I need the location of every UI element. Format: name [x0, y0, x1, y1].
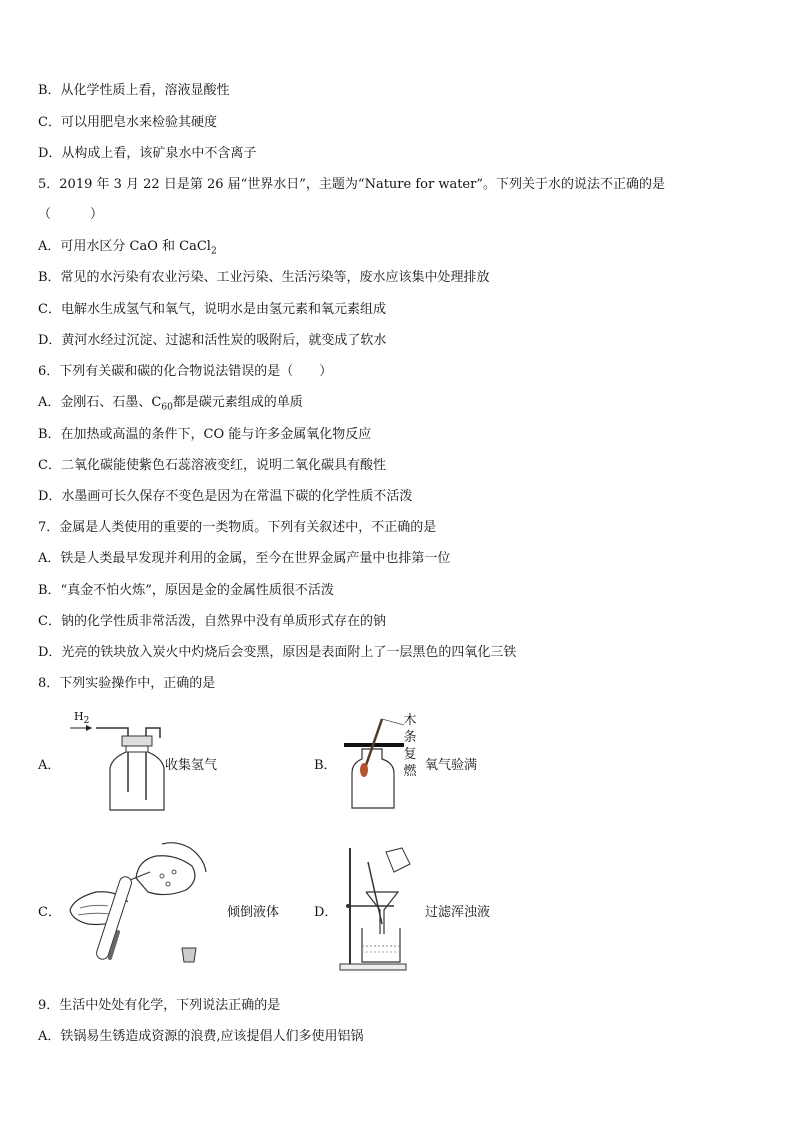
q6-option-d: D．水墨画可长久保存不变色是因为在常温下碳的化学性质不活泼: [38, 489, 413, 504]
q8-option-b-letter: B．: [314, 758, 337, 773]
q9-option-a: A．铁锅易生锈造成资源的浪费,应该提倡人们多使用铝锅: [38, 1029, 364, 1044]
q8-option-b-caption: 氧气验满: [425, 758, 478, 773]
pouring-liquid-figure: [66, 840, 216, 970]
q8-option-d-letter: D．: [314, 905, 338, 920]
char: 燃: [403, 764, 417, 779]
q6-option-c: C．二氧化碳能使紫色石蕊溶液变红，说明二氧化碳具有酸性: [38, 458, 386, 473]
q8-option-a-caption: 收集氢气: [165, 758, 218, 773]
q4-option-b: B．从化学性质上看，溶液显酸性: [38, 83, 230, 98]
q6-option-b: B．在加热或高温的条件下，CO 能与许多金属氧化物反应: [38, 427, 372, 442]
q6-option-a-rest: 都是碳元素组成的单质: [172, 395, 303, 410]
subscript: 60: [161, 402, 173, 413]
char: 木: [403, 713, 417, 728]
q5-option-a: [38, 239, 217, 260]
q6-option-a-text: A．金刚石、石墨、C: [38, 395, 162, 410]
q8-option-d-caption: 过滤浑浊液: [425, 905, 491, 920]
q8-option-c-letter: C．: [38, 905, 61, 920]
burning-stick-label: [403, 712, 417, 780]
q7-option-a: A．铁是人类最早发现并利用的金属，至今在世界金属产量中也排第一位: [38, 551, 451, 566]
char: 条: [403, 730, 417, 745]
q4-option-c: C．可以用肥皂水来检验其硬度: [38, 115, 217, 130]
question-7-stem: 7．金属是人类使用的重要的一类物质。下列有关叙述中，不正确的是: [38, 520, 437, 535]
q4-option-d: D．从构成上看，该矿泉水中不含离子: [38, 146, 257, 161]
question-5-stem: 5．2019 年 3 月 22 日是第 26 届“世界水日”，主题为“Nature for water”。下列关于水的说法不正确的是: [38, 177, 665, 192]
q7-option-d: D．光亮的铁块放入炭火中灼烧后会变黑，原因是表面附上了一层黑色的四氧化三铁: [38, 645, 517, 660]
char: 复: [403, 747, 417, 762]
q8-option-a-letter: A．: [38, 758, 61, 773]
question-5-blank: （ ）: [38, 207, 104, 222]
q5-option-b: B．常见的水污染有农业污染、工业污染、生活污染等，废水应该集中处理排放: [38, 270, 490, 285]
question-8-stem: 8．下列实验操作中，正确的是: [38, 676, 216, 691]
gas-label-text: H: [74, 710, 84, 723]
question-9-stem: 9．生活中处处有化学，下列说法正确的是: [38, 998, 281, 1013]
q7-option-b: B．“真金不怕火炼”，原因是金的金属性质很不活泼: [38, 583, 334, 598]
q8-option-c-caption: 倾倒液体: [227, 905, 280, 920]
q6-option-a: [38, 395, 303, 416]
question-6-stem: 6．下列有关碳和碳的化合物说法错误的是（ ）: [38, 364, 333, 379]
q5-option-a-text: A．可用水区分 CaO 和 CaCl: [38, 239, 211, 254]
subscript: 2: [83, 716, 90, 727]
filtration-figure: [338, 844, 422, 972]
q7-option-c: C．钠的化学性质非常活泼，自然界中没有单质形式存在的钠: [38, 614, 386, 629]
q5-option-d: D．黄河水经过沉淀、过滤和活性炭的吸附后，就变成了软水: [38, 333, 387, 348]
subscript: 2: [210, 246, 217, 257]
gas-bottle-figure: [68, 722, 168, 812]
q5-option-c: C．电解水生成氢气和氧气，说明水是由氢元素和氧元素组成: [38, 302, 386, 317]
